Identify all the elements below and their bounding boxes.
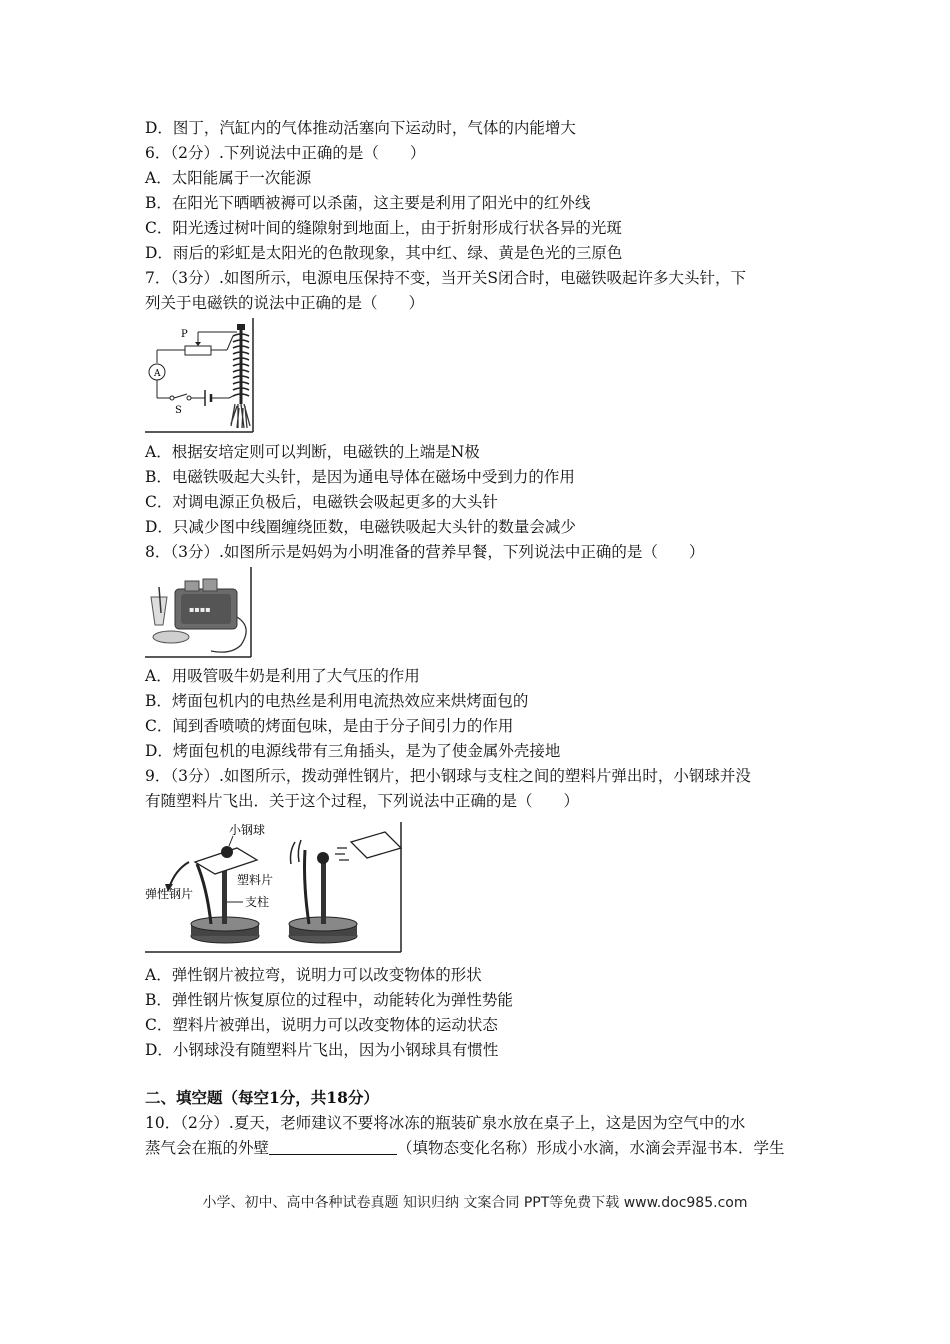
q9-stem-line1: 9．（3分）.如图所示，拨动弹性钢片，把小钢球与支柱之间的塑料片弹出时，小钢球并没 — [145, 767, 751, 785]
q7-option-d: D．只减少图中线圈缠绕匝数，电磁铁吸起大头针的数量会减少 — [145, 518, 576, 536]
q8-breakfast-figure — [145, 567, 255, 659]
q7-option-c: C．对调电源正负极后，电磁铁会吸起更多的大头针 — [145, 493, 498, 511]
q9-label-plastic: 塑料片 — [237, 873, 274, 887]
q8-option-c: C．闻到香喷喷的烤面包味，是由于分子间引力的作用 — [145, 717, 514, 735]
q10-answer-blank[interactable] — [269, 1140, 397, 1155]
q9-option-d: D．小钢球没有随塑料片飞出，因为小钢球具有惯性 — [145, 1041, 499, 1059]
q5-option-d: D．图丁，汽缸内的气体推动活塞向下运动时，气体的内能增大 — [145, 119, 576, 137]
q7-option-a: A．根据安培定则可以判断，电磁铁的上端是N极 — [145, 443, 480, 461]
q7-label-p: P — [181, 329, 188, 340]
q9-option-a: A．弹性钢片被拉弯，说明力可以改变物体的形状 — [145, 966, 482, 984]
q9-option-c: C．塑料片被弹出，说明力可以改变物体的运动状态 — [145, 1016, 498, 1034]
q9-label-spring: 弹性钢片 — [145, 887, 194, 901]
q8-stem: 8．（3分）.如图所示是妈妈为小明准备的营养早餐，下列说法中正确的是（ ） — [145, 543, 705, 561]
q10-line2 — [145, 1138, 785, 1158]
q10-line2-before: 蒸气会在瓶的外壁 — [145, 1139, 270, 1157]
q8-option-d: D．烤面包机的电源线带有三角插头，是为了使金属外壳接地 — [145, 742, 561, 760]
section2-title: 二、填空题（每空1分，共18分） — [145, 1088, 379, 1107]
q7-label-a: A — [154, 369, 161, 379]
q9-option-b: B．弹性钢片恢复原位的过程中，动能转化为弹性势能 — [145, 991, 513, 1009]
q7-option-b: B．电磁铁吸起大头针，是因为通电导体在磁场中受到力的作用 — [145, 468, 575, 486]
q8-option-a: A．用吸管吸牛奶是利用了大气压的作用 — [145, 667, 420, 685]
q7-circuit-figure — [145, 318, 257, 434]
page-footer: 小学、初中、高中各种试卷真题 知识归纳 文案合同 PPT等免费下载 www.doc985.com — [202, 1195, 748, 1211]
svg-text:▪▪▪▪: ▪▪▪▪ — [189, 605, 211, 614]
q7-label-s: S — [175, 405, 182, 416]
q6-option-c: C．阳光透过树叶间的缝隙射到地面上，由于折射形成行状各异的光斑 — [145, 219, 622, 237]
q6-stem: 6．（2分）.下列说法中正确的是（ ） — [145, 144, 426, 162]
q9-stem-line2: 有随塑料片飞出．关于这个过程，下列说法中正确的是（ ） — [145, 792, 580, 810]
q6-option-a: A．太阳能属于一次能源 — [145, 169, 312, 187]
q8-option-b: B．烤面包机内的电热丝是利用电流热效应来烘烤面包的 — [145, 692, 529, 710]
q6-option-b: B．在阳光下晒晒被褥可以杀菌，这主要是利用了阳光中的红外线 — [145, 194, 591, 212]
q9-label-ball: 小钢球 — [229, 823, 266, 837]
q9-inertia-figure — [145, 822, 405, 954]
q10-line1: 10．（2分）.夏天，老师建议不要将冰冻的瓶装矿泉水放在桌子上，这是因为空气中的水 — [145, 1114, 746, 1132]
q7-stem-line2: 列关于电磁铁的说法中正确的是（ ） — [145, 294, 425, 312]
q9-label-pillar: 支柱 — [245, 895, 270, 909]
q7-stem-line1: 7．（3分）.如图所示，电源电压保持不变，当开关S闭合时，电磁铁吸起许多大头针，下 — [145, 269, 747, 287]
q6-option-d: D．雨后的彩虹是太阳光的色散现象，其中红、绿、黄是色光的三原色 — [145, 244, 623, 262]
q10-line2-after: （填物态变化名称）形成小水滴，水滴会弄湿书本．学生 — [397, 1139, 785, 1157]
